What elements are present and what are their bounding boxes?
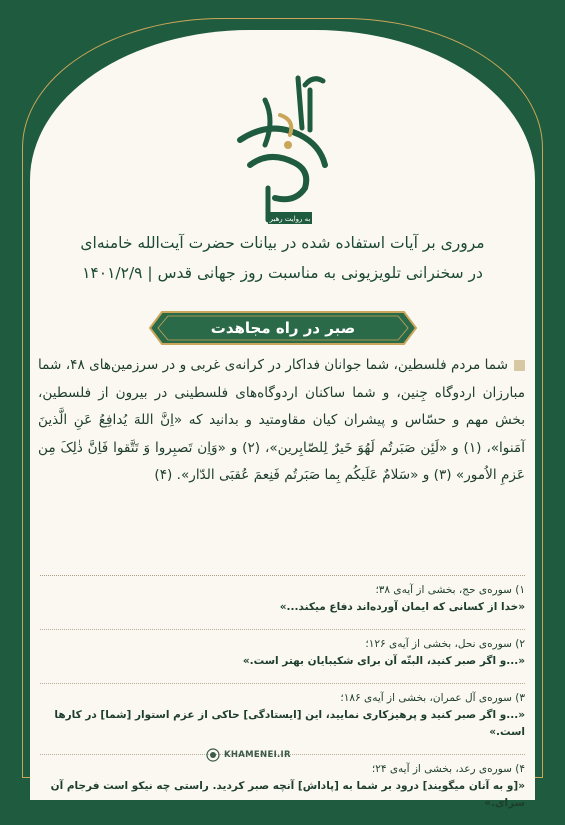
footer-site-link[interactable]: KHAMENEI.IR: [224, 750, 291, 760]
khamenei-logo-icon: [206, 748, 220, 762]
reference-quote: «...و اگر صبر کنید و پرهیزکاری نمایید، این [ایستادگی] حاکی از عزم استوار [شما] در کارها است.»: [54, 709, 525, 738]
reference-item: [40, 636, 525, 670]
reference-quote: «...و اگر صبر کنید، البتّه آن برای شکیبایان بهتر است.»: [242, 655, 525, 667]
reference-item: [40, 582, 525, 616]
svg-text:به روایت رهبر: به روایت رهبر: [269, 215, 311, 223]
section-title: صبر در راه مجاهدت: [210, 319, 356, 337]
divider: [40, 629, 525, 630]
reference-source: ۴) سوره‌ی رعد، بخشی از آیه‌ی ۲۴؛: [371, 763, 525, 775]
reference-quote: «[و به آنان میگویند] درود بر شما به [پاداش] آنچه صبر کردید. راستی چه نیکو است فرجام آن سرای.»: [50, 780, 525, 809]
header-line-2: در سخنرانی تلویزیونی به مناسبت روز جهانی قدس | ۱۴۰۱/۲/۹: [82, 264, 483, 282]
reference-quote: «خدا از کسانی که ایمان آورده‌اند دفاع میکند...»: [279, 601, 525, 613]
divider: [40, 575, 525, 577]
header-description: [40, 228, 525, 288]
calligraphy-logo: [210, 60, 350, 230]
reference-item: [40, 690, 525, 741]
reference-source: ۳) سوره‌ی آل عمران، بخشی از آیه‌ی ۱۸۶؛: [340, 692, 525, 704]
body-paragraph: شما مردم فلسطین، شما جوانان فداکار در کرانه‌ی غربی و در سرزمین‌های ۴۸، شما مبارزان اردوگاه جِنین، و شما ساکنان اردوگاه‌های فلسطینی در بیرون از فلسطین، بخش مهم و حسّاس و پیشران کیان مقاومتید و بدانید که «اِنَّ اللهَ یُدافِعُ عَنِ الَّذینَ آمَنوا»، (۱) و «لَئِن صَبَرتُم لَهُوَ خَیرٌ لِلصّابِرین»، (۲) و «وَاِن تَصبِروا وَ تَتَّقوا فَاِنَّ ذٰلِکَ مِن عَزمِ الاُمور» (۳) و «سَلامٌ عَلَیکُم بِما صَبَرتُم فَنِعمَ عُقبَی الدّار». (۴): [38, 357, 525, 483]
references: [40, 582, 525, 825]
header-line-1: مروری بر آیات استفاده شده در بیانات حضرت آیت‌الله خامنه‌ای: [80, 234, 485, 252]
reference-item: [40, 761, 525, 812]
reference-source: ۲) سوره‌ی نحل، بخشی از آیه‌ی ۱۲۶؛: [365, 638, 525, 650]
main-body: [38, 352, 525, 490]
footer-brand[interactable]: [206, 747, 306, 763]
content-panel: [30, 30, 535, 809]
reference-source: ۱) سوره‌ی حج، بخشی از آیه‌ی ۳۸؛: [375, 584, 525, 596]
bullet-icon: [514, 360, 525, 371]
divider: [40, 683, 525, 684]
